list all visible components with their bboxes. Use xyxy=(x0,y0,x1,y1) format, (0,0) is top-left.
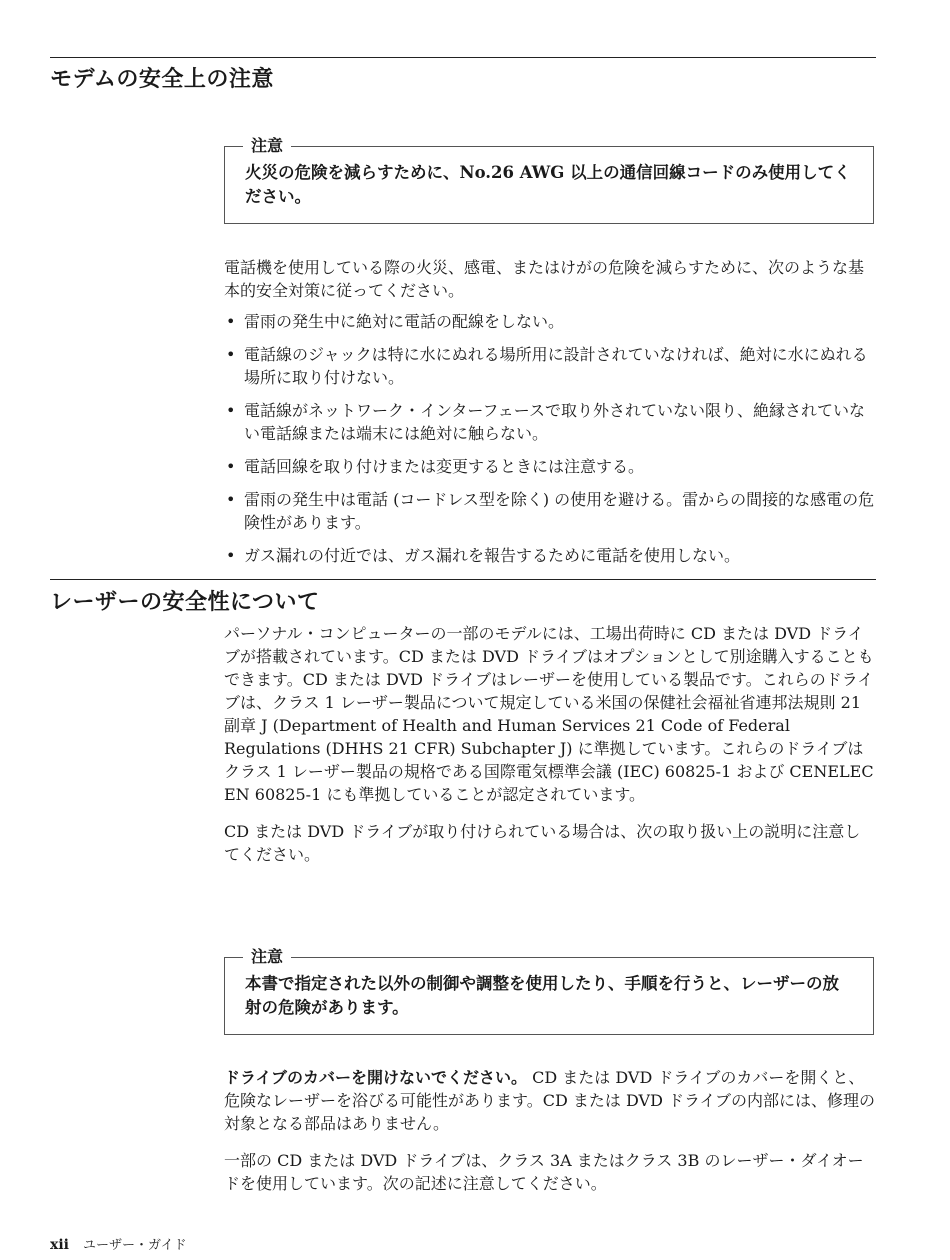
laser-paragraph-1: パーソナル・コンピューターの一部のモデルには、工場出荷時に CD または DVD ドライブが搭載されています。CD または DVD ドライブはオプションとして別途購入することもできます。CD または DVD ドライブはレーザーを使用している製品です。これらのドライブは、クラス 1 レーザー製品について規定している米国の保健社会福祉省連邦法規則 21 副章 J (Department of Health and Human Services 21 Code of Federal Regulations (DHHS 21 CFR) Subchapter J) に準拠しています。これらのドライブはクラス 1 レーザー製品の規格である国際電気標準会議 (IEC) 60825-1 および CENELEC EN 60825-1 にも準拠していることが認定されています。 xyxy=(224,624,874,804)
laser-paragraph-4: 一部の CD または DVD ドライブは、クラス 3A またはクラス 3B のレーザー・ダイオードを使用しています。次の記述に注意してください。 xyxy=(224,1151,864,1193)
list-item: • ガス漏れの付近では、ガス漏れを報告するために電話を使用しない。 xyxy=(226,546,741,565)
list-item: • 電話線がネットワーク・インターフェースで取り外されていない限り、絶縁されていない電話線または端末には絶対に触らない。 xyxy=(226,401,865,443)
book-title: ユーザー・ガイド xyxy=(82,1238,187,1253)
bold-warning: ドライブのカバーを開けないでください。 xyxy=(224,1068,528,1087)
bullet-icon: • xyxy=(226,312,236,331)
modem-bullet-list xyxy=(224,310,876,567)
laser-paragraph-2: CD または DVD ドライブが取り付けられている場合は、次の取り扱い上の説明に注意してください。 xyxy=(224,822,861,864)
list-item: • 電話線のジャックは特に水にぬれる場所用に設計されていなければ、絶対に水にぬれる場所に取り付けない。 xyxy=(226,345,868,387)
list-item: • 雷雨の発生中は電話 (コードレス型を除く) の使用を避ける。雷からの間接的な感電の危険性があります。 xyxy=(226,490,875,532)
caution-text: 火災の危険を減らすために、No.26 AWG 以上の通信回線コードのみ使用してください。 xyxy=(245,163,851,206)
modem-intro: 電話機を使用している際の火災、感電、またはけがの危険を減らすために、次のような基本的安全対策に従ってください。 xyxy=(224,258,865,300)
caution-box-laser xyxy=(224,947,874,1035)
section-title-modem: モデムの安全上の注意 xyxy=(50,67,274,92)
bullet-icon: • xyxy=(226,490,236,509)
section-rule-laser xyxy=(50,579,876,580)
page-footer xyxy=(50,1234,187,1253)
laser-body-2 xyxy=(224,1066,876,1195)
section-title-laser: レーザーの安全性について xyxy=(50,590,320,615)
caution-label: 注意 xyxy=(243,136,291,156)
section-rule-modem xyxy=(50,57,876,58)
laser-paragraph-3 xyxy=(224,1066,876,1135)
laser-body xyxy=(224,622,876,866)
caution-label: 注意 xyxy=(243,947,291,967)
bullet-icon: • xyxy=(226,401,236,420)
bullet-icon: • xyxy=(226,457,236,476)
bullet-icon: • xyxy=(226,345,236,364)
list-item: • 電話回線を取り付けまたは変更するときには注意する。 xyxy=(226,457,645,476)
laser-paragraph-3-rest: CD または DVD ドライブのカバーを開くと、危険なレーザーを浴びる可能性があります。CD または DVD ドライブの内部には、修理の対象となる部品はありません。 xyxy=(224,1068,876,1133)
page-number: xii xyxy=(50,1237,69,1253)
list-item: • 雷雨の発生中に絶対に電話の配線をしない。 xyxy=(226,312,565,331)
bullet-icon: • xyxy=(226,546,236,565)
modem-body xyxy=(224,256,876,577)
caution-text: 本書で指定された以外の制御や調整を使用したり、手順を行うと、レーザーの放射の危険があります。 xyxy=(245,974,839,1017)
caution-box-modem xyxy=(224,136,874,224)
